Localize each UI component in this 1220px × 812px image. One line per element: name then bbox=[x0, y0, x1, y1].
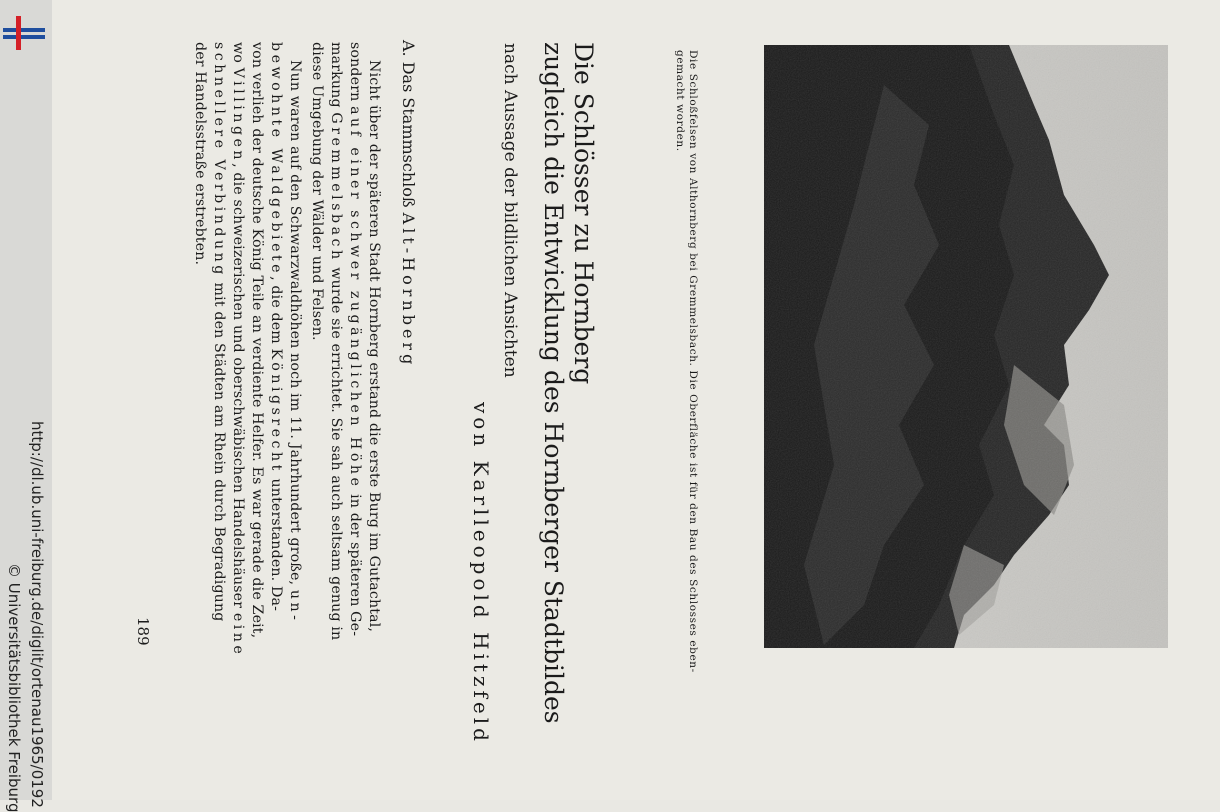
spaced-emphasis: bewohnte Waldgebiete bbox=[268, 42, 284, 277]
body-text: , die dem bbox=[268, 276, 284, 349]
spaced-emphasis: Villingen bbox=[230, 67, 246, 164]
article-title-line-1: Die Schlösser zu Hornberg bbox=[569, 42, 598, 385]
castle-rocks-photo bbox=[764, 45, 1168, 648]
article-title-line-2: zugleich die Entwicklung des Hornberger Stadtbildes bbox=[539, 42, 568, 724]
spaced-emphasis: Königsrecht bbox=[268, 348, 284, 474]
body-line bbox=[249, 42, 265, 638]
body-text: sondern bbox=[347, 42, 363, 107]
body-text: markung bbox=[328, 42, 344, 113]
body-line bbox=[230, 42, 246, 657]
spaced-emphasis: schnellere Verbindung bbox=[211, 42, 227, 278]
body-text: Nun waren auf den Schwarzwaldhöhen noch im 11. Jahrhundert große, bbox=[287, 60, 303, 590]
spaced-emphasis: auf einer schwer zugänglichen Höhe bbox=[347, 106, 363, 490]
viewer-sidebar bbox=[0, 0, 52, 812]
section-heading bbox=[399, 40, 418, 368]
body-text: Nicht über der späteren Stadt Hornberg erstand die erste Burg im Gutachtal, bbox=[366, 60, 382, 633]
body-text: von verlieh der deutsche König Teile an verdiente Helfer. Es war gerade die Zeit, bbox=[249, 42, 265, 639]
body-text: in der späteren Ge- bbox=[347, 489, 363, 637]
body-line bbox=[287, 60, 303, 623]
body-text: unterstanden. Da- bbox=[268, 473, 284, 612]
scanned-page bbox=[52, 0, 1220, 800]
page-number: 189 bbox=[134, 617, 152, 646]
article-author: von Karlleopold Hitzfeld bbox=[469, 402, 493, 745]
body-line bbox=[268, 42, 284, 611]
body-line bbox=[192, 42, 208, 265]
spaced-emphasis: un- bbox=[287, 589, 303, 624]
body-line bbox=[328, 42, 344, 640]
body-line bbox=[366, 60, 382, 632]
section-prefix: A. Das Stammschloß bbox=[399, 40, 418, 213]
body-text: mit den Städten am Rhein durch Begradigung bbox=[211, 277, 227, 622]
body-line bbox=[309, 42, 325, 341]
photo-caption-line-1: Die Schloßfelsen von Althornberg bei Gremmelsbach. Die Oberfläche ist für den Bau des Schlosses eben- bbox=[687, 50, 699, 673]
library-logo-icon bbox=[3, 8, 45, 50]
section-name: Alt-Hornberg bbox=[399, 212, 418, 369]
source-url[interactable]: http://dl.ub.uni-freiburg.de/diglit/ortenau1965/0192 bbox=[28, 421, 46, 808]
body-text: wo bbox=[230, 42, 246, 68]
body-line bbox=[347, 42, 363, 636]
body-text: wurde sie errichtet. Sie sah auch seltsam genug in bbox=[328, 262, 344, 641]
article-subtitle: nach Aussage der bildlichen Ansichten bbox=[500, 43, 520, 378]
spaced-emphasis: eine bbox=[230, 612, 246, 658]
copyright-notice: © Universitätsbibliothek Freiburg bbox=[5, 563, 23, 812]
body-text: der Handelsstraße erstrebten. bbox=[192, 42, 208, 266]
photo-caption-line-2: gemacht worden. bbox=[674, 50, 686, 152]
body-text: , die schweizerischen und oberschwäbischen Handelshäuser bbox=[230, 163, 246, 613]
body-text: diese Umgebung der Wälder und Felsen. bbox=[309, 42, 325, 341]
spaced-emphasis: Gremmelsbach bbox=[328, 112, 344, 263]
body-line bbox=[211, 42, 227, 622]
